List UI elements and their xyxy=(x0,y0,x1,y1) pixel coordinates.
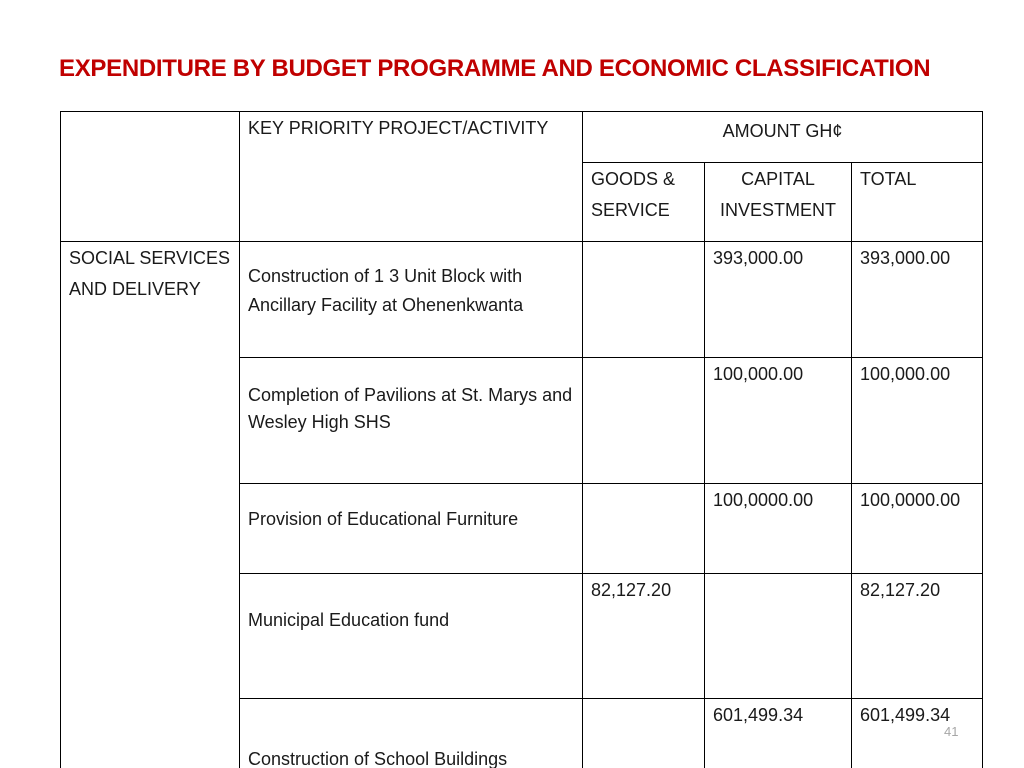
slide-title: EXPENDITURE BY BUDGET PROGRAMME AND ECONOMIC CLASSIFICATION xyxy=(59,55,931,82)
total-cell: 100,0000.00 xyxy=(852,484,983,574)
page-number: 41 xyxy=(944,724,959,739)
total-cell: 601,499.34 xyxy=(852,699,983,768)
goods-service-cell xyxy=(583,358,705,484)
goods-service-cell xyxy=(583,484,705,574)
header-total: TOTAL xyxy=(852,163,983,242)
table-header-row xyxy=(61,112,983,163)
capital-investment-cell: 601,499.34 xyxy=(705,699,852,768)
activity-cell: Municipal Education fund xyxy=(240,574,583,699)
goods-service-cell: 82,127.20 xyxy=(583,574,705,699)
expenditure-table xyxy=(60,111,983,768)
header-capital-investment: CAPITAL INVESTMENT xyxy=(705,163,852,242)
header-amount: AMOUNT GH¢ xyxy=(583,112,983,163)
activity-cell: Completion of Pavilions at St. Marys and Wesley High SHS xyxy=(240,358,583,484)
programme-cell: SOCIAL SERVICES AND DELIVERY xyxy=(61,242,240,768)
goods-service-cell xyxy=(583,242,705,358)
total-cell: 82,127.20 xyxy=(852,574,983,699)
capital-investment-cell: 100,000.00 xyxy=(705,358,852,484)
total-cell: 393,000.00 xyxy=(852,242,983,358)
capital-investment-cell: 100,0000.00 xyxy=(705,484,852,574)
activity-cell: Provision of Educational Furniture xyxy=(240,484,583,574)
table-row xyxy=(61,242,983,358)
capital-investment-cell: 393,000.00 xyxy=(705,242,852,358)
header-goods-service: GOODS & SERVICE xyxy=(583,163,705,242)
activity-cell: Construction of School Buildings xyxy=(240,699,583,768)
capital-investment-cell xyxy=(705,574,852,699)
goods-service-cell xyxy=(583,699,705,768)
activity-cell: Construction of 1 3 Unit Block with Ancillary Facility at Ohenenkwanta xyxy=(240,242,583,358)
header-key-priority: KEY PRIORITY PROJECT/ACTIVITY xyxy=(240,112,583,242)
header-blank-cell xyxy=(61,112,240,242)
total-cell: 100,000.00 xyxy=(852,358,983,484)
